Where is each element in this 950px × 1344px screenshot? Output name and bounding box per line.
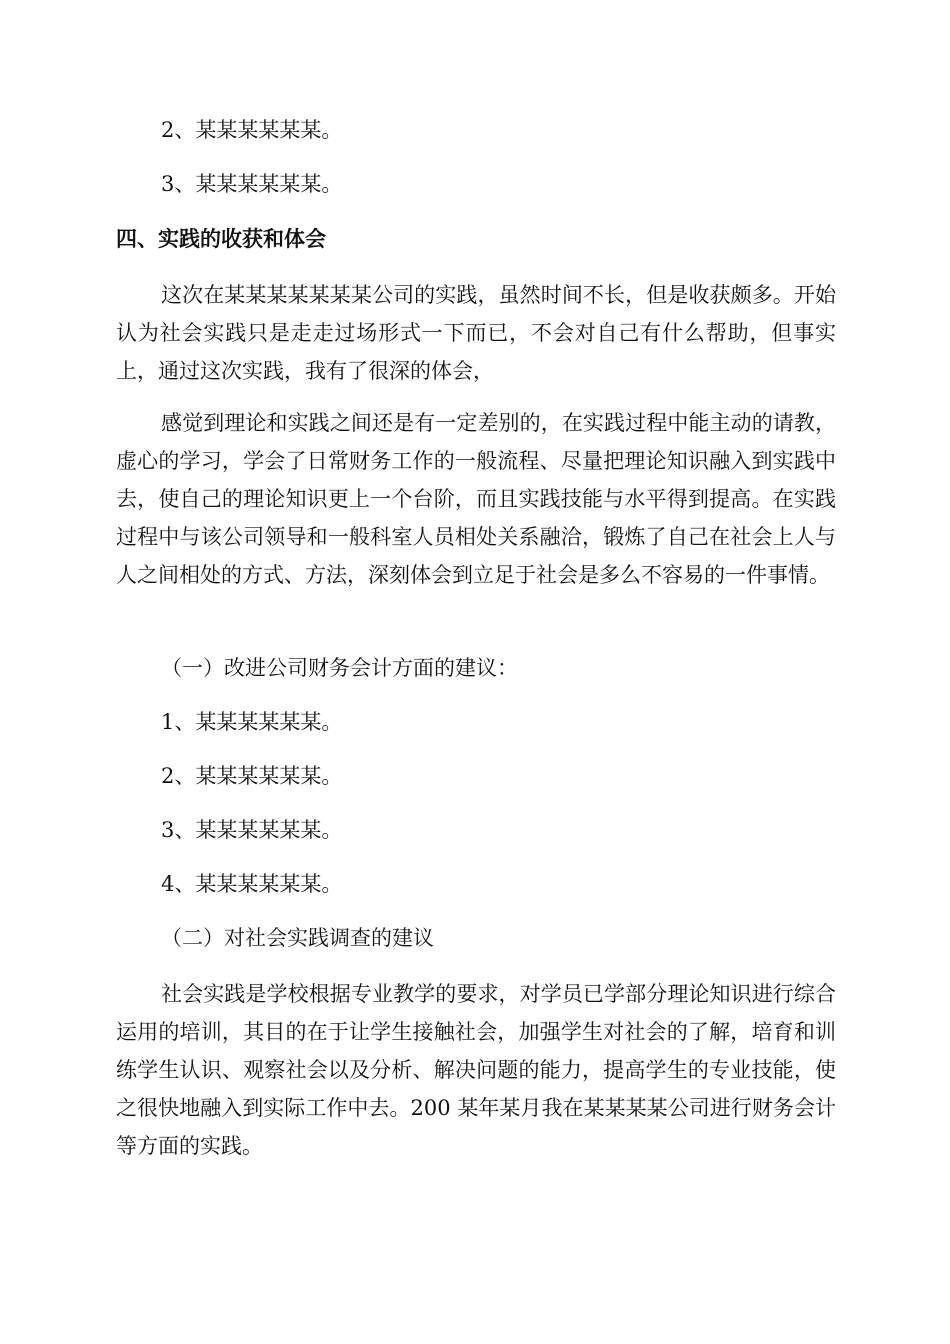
list-item: 2、某某某某某某。: [161, 118, 343, 142]
list-item: 4、某某某某某某。: [161, 872, 343, 896]
subheading: （二）对社会实践调查的建议: [161, 926, 434, 950]
paragraph: 这次在某某某某某某某公司的实践，虽然时间不长，但是收获颇多。开始认为社会实践只是走走过场形式一下而已，不会对自己有什么帮助，但事实上，通过这次实践，我有了很深的体会，: [116, 283, 836, 383]
list-item: 2、某某某某某某。: [161, 764, 343, 788]
list-item: 1、某某某某某某。: [161, 710, 343, 734]
subheading: （一）改进公司财务会计方面的建议：: [161, 656, 518, 680]
paragraph: 社会实践是学校根据专业教学的要求，对学员已学部分理论知识进行综合运用的培训，其目的在于让学生接触社会，加强学生对社会的了解，培育和训练学生认识、观察社会以及分析、解决问题的能力，提高学生的专业技能，使之很快地融入到实际工作中去。200 某年某月我在某某某某公司进行财务会计等方面的实践。: [116, 982, 836, 1158]
list-item: 3、某某某某某某。: [161, 172, 343, 196]
section-heading: 四、实践的收获和体会: [116, 227, 326, 251]
paragraph: 感觉到理论和实践之间还是有一定差别的，在实践过程中能主动的请教，虚心的学习，学会了日常财务工作的一般流程、尽量把理论知识融入到实践中去，使自己的理论知识更上一个台阶，而且实践技能与水平得到提高。在实践过程中与该公司领导和一般科室人员相处关系融洽，锻炼了自己在社会上人与人之间相处的方式、方法，深刻体会到立足于社会是多么不容易的一件事情。: [116, 411, 836, 587]
list-item: 3、某某某某某某。: [161, 818, 343, 842]
